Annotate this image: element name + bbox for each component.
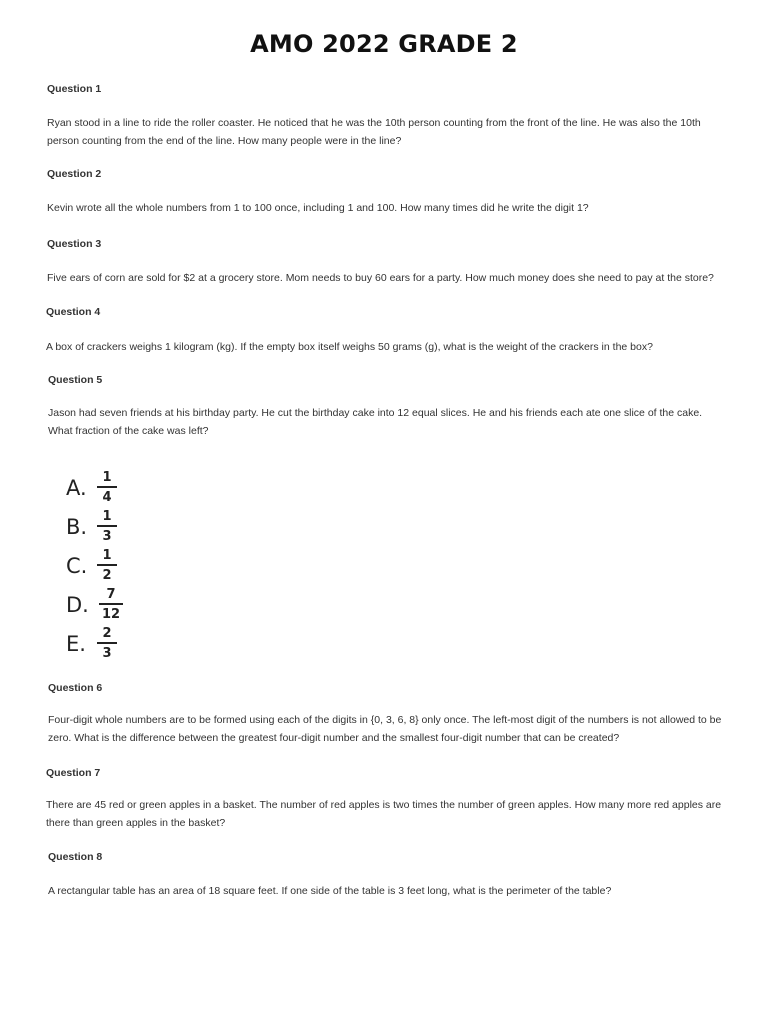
question-3-label: Question 3 [47,238,102,250]
choice-letter: D. [66,593,89,617]
question-8-label: Question 8 [48,851,103,863]
question-5-answer-choices [66,470,176,666]
question-8-text [48,882,611,900]
question-1-text [47,114,701,150]
question-5-line-2: What fraction of the cake was left? [48,425,209,437]
question-6-text [48,711,721,747]
question-5-text [48,404,702,440]
question-4-line-1: A box of crackers weighs 1 kilogram (kg). If the empty box itself weighs 50 grams (g), what is the weight of the crackers in the box? [46,341,653,353]
question-2-label: Question 2 [47,168,102,180]
question-1-line-1: Ryan stood in a line to ride the roller coaster. He noticed that he was the 10th person counting from the front of the line. He was also the 10th [47,117,701,129]
choice-letter: B. [66,515,88,539]
question-5-label: Question 5 [48,374,103,386]
question-4-label: Question 4 [46,306,101,318]
fraction [96,509,118,544]
question-7-line-1: There are 45 red or green apples in a basket. The number of red apples is two times the number of green apples. How many more red apples are [46,799,722,811]
answer-choice-b [66,509,176,547]
fraction-bar [97,564,117,566]
fraction-numerator: 1 [102,509,112,524]
fraction-denominator: 4 [102,489,112,505]
fraction [96,626,118,661]
choice-letter: E. [66,632,86,656]
fraction [98,587,124,622]
question-4-text [46,338,653,356]
question-6-line-1: Four-digit whole numbers are to be formed using each of the digits in {0, 3, 6, 8} only once. The left-most digit of the numbers is not allowed to be [48,714,722,726]
document-title: AMO 2022 GRADE 2 [250,30,518,58]
fraction-numerator: 2 [102,626,112,641]
fraction [96,470,118,505]
fraction-bar [99,603,123,605]
question-2-text [47,199,589,217]
fraction-numerator: 1 [102,548,112,563]
question-3-line-1: Five ears of corn are sold for $2 at a grocery store. Mom needs to buy 60 ears for a party. How much money does she need to pay at the store? [47,272,714,284]
question-7-text [46,796,721,832]
answer-choice-e [66,626,176,664]
fraction-denominator: 2 [102,567,112,583]
fraction-bar [97,525,117,527]
answer-choice-a [66,470,176,508]
question-2-line-1: Kevin wrote all the whole numbers from 1 to 100 once, including 1 and 100. How many times did he write the digit 1? [47,202,589,214]
question-7-line-2: there than green apples in the basket? [46,817,226,829]
fraction [96,548,118,583]
answer-choice-d [66,587,176,625]
fraction-bar [97,642,117,644]
fraction-denominator: 3 [102,528,112,544]
answer-choice-c [66,548,176,586]
fraction-numerator: 1 [102,470,112,485]
fraction-denominator: 3 [102,645,112,661]
choice-letter: C. [66,554,88,578]
fraction-bar [97,486,117,488]
question-7-label: Question 7 [46,767,101,779]
question-1-label: Question 1 [47,83,102,95]
choice-letter: A. [66,476,87,500]
question-5-line-1: Jason had seven friends at his birthday party. He cut the birthday cake into 12 equal slices. He and his friends each ate one slice of the cake. [48,407,703,419]
question-1-line-2: person counting from the end of the line. How many people were in the line? [47,135,402,147]
question-6-label: Question 6 [48,682,103,694]
question-3-text [47,269,714,287]
fraction-numerator: 7 [106,587,116,602]
question-8-line-1: A rectangular table has an area of 18 square feet. If one side of the table is 3 feet long, what is the perimeter of the table? [48,885,612,897]
question-6-line-2: zero. What is the difference between the greatest four-digit number and the smallest four-digit number that can be created? [48,732,620,744]
fraction-denominator: 12 [101,606,121,622]
